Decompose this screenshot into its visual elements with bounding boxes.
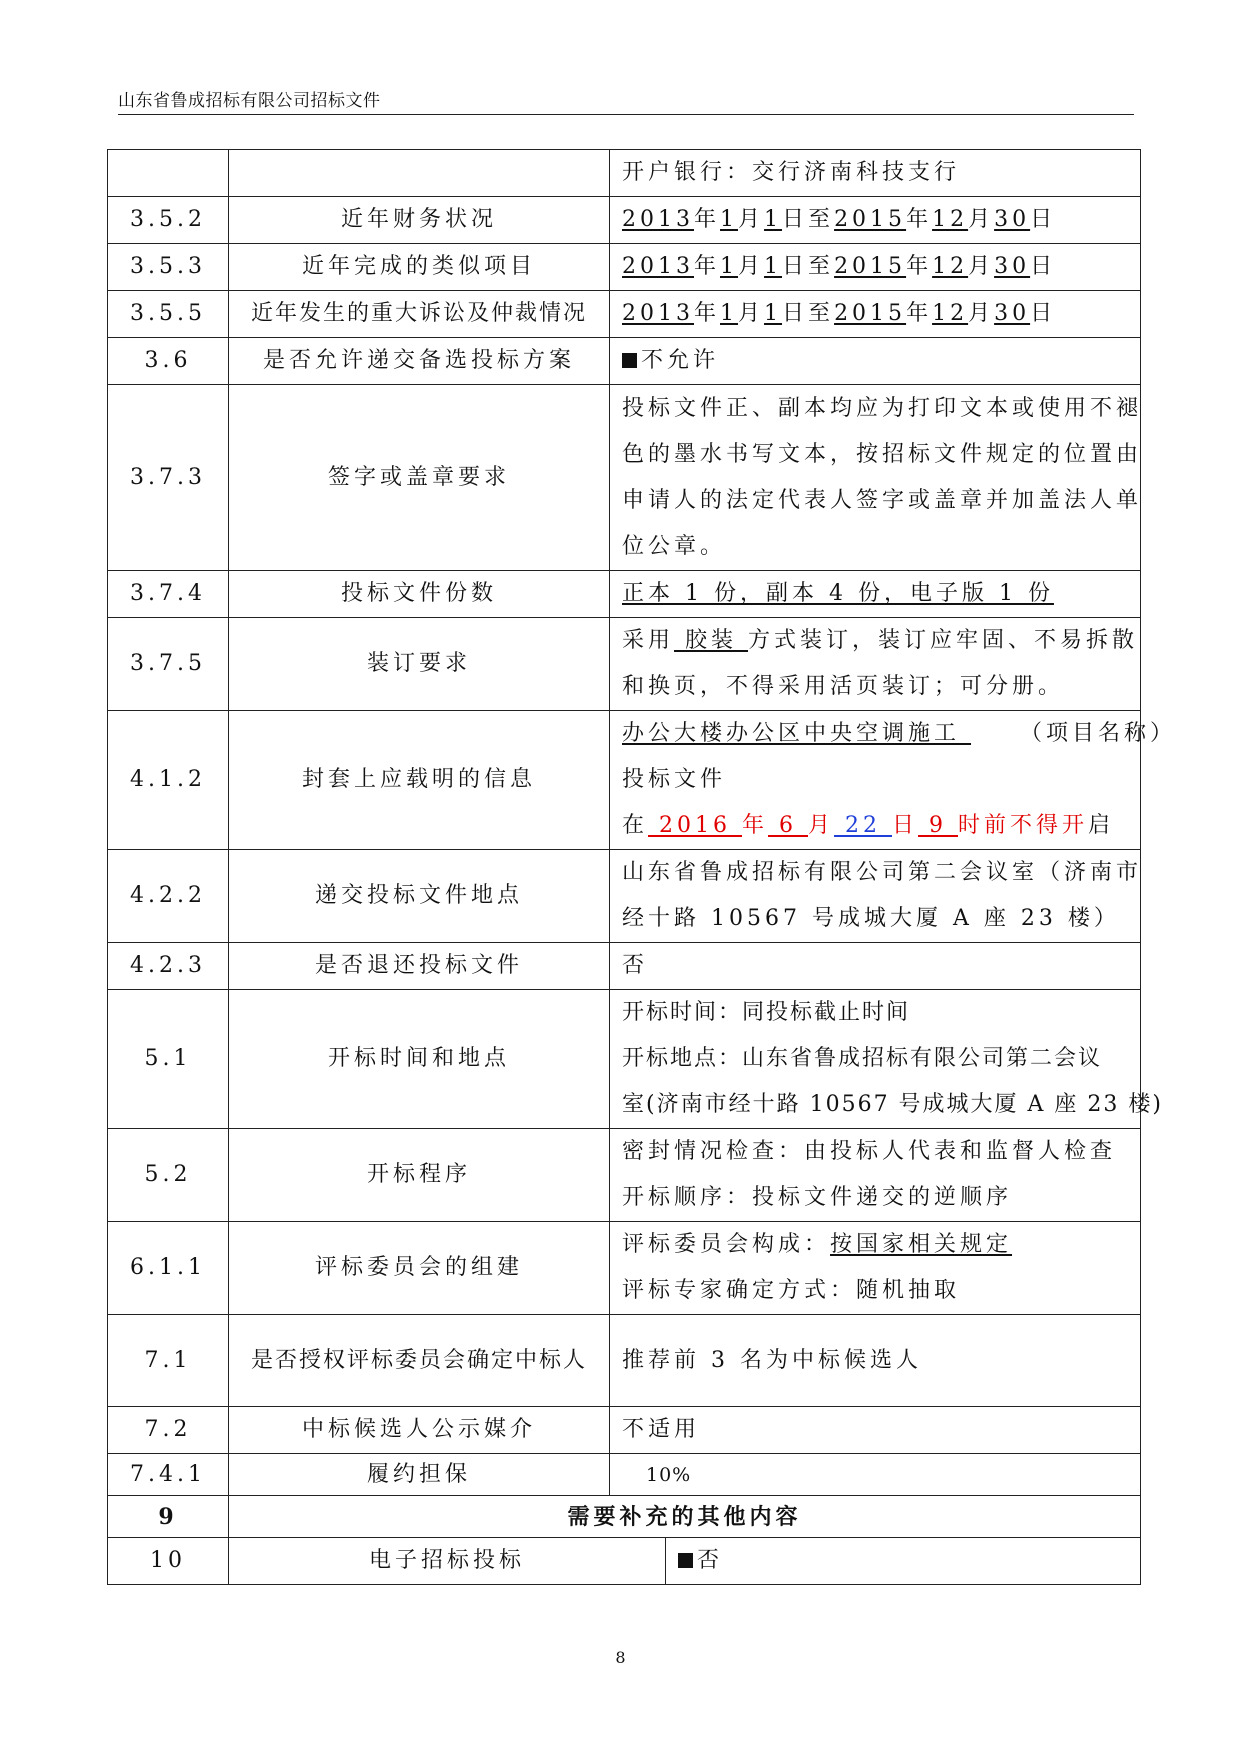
content-line xyxy=(622,1222,1134,1268)
clause-number: 3.7.3 xyxy=(108,385,229,571)
content-line: 位公章。 xyxy=(622,533,727,559)
clause-number: 7.1 xyxy=(108,1315,229,1407)
clause-item: 投标文件份数 xyxy=(229,571,610,618)
table-row xyxy=(108,711,1141,850)
open-year: 2016 xyxy=(648,813,742,838)
clause-item: 近年财务状况 xyxy=(229,197,610,244)
option-text: 否 xyxy=(697,1548,724,1573)
split-container xyxy=(229,1538,1140,1584)
year-label: 年 xyxy=(694,207,721,232)
clause-item: 中标候选人公示媒介 xyxy=(229,1407,610,1454)
start-year: 2013 xyxy=(622,254,694,279)
clause-number: 3.5.2 xyxy=(108,197,229,244)
clause-content xyxy=(610,1454,1141,1496)
start-month: 1 xyxy=(720,207,739,232)
clause-content xyxy=(610,338,1141,385)
day-label: 日 xyxy=(782,301,809,326)
year-label: 年 xyxy=(906,254,933,279)
content-line: 开标地点：山东省鲁成招标有限公司第二会议 xyxy=(622,1046,1103,1071)
clause-item: 开标时间和地点 xyxy=(229,990,610,1129)
table-row xyxy=(108,244,1141,291)
start-year: 2013 xyxy=(622,207,694,232)
content-line: 和换页，不得采用活页装订；可分册。 xyxy=(622,674,1065,699)
clause-content xyxy=(666,1538,723,1584)
content-line: 密封情况检查：由投标人代表和监督人检查 xyxy=(622,1139,1117,1164)
content-line: 开标顺序：投标文件递交的逆顺序 xyxy=(622,1185,1013,1210)
day-label: 日 xyxy=(1030,301,1057,326)
open-end: 启 xyxy=(1088,813,1115,838)
clause-item: 递交投标文件地点 xyxy=(229,850,610,943)
table-row xyxy=(108,618,1141,711)
month-label: 月 xyxy=(968,301,995,326)
page-number: 8 xyxy=(615,1648,626,1667)
checkbox-checked-icon xyxy=(622,353,637,368)
clause-content xyxy=(610,244,1141,291)
clause-number: 3.5.5 xyxy=(108,291,229,338)
clause-item: 评标委员会的组建 xyxy=(229,1222,610,1315)
clause-content: 推荐前 3 名为中标候选人 xyxy=(610,1315,1141,1407)
open-hour: 9 xyxy=(918,813,958,838)
clause-item: 是否授权评标委员会确定中标人 xyxy=(229,1315,610,1407)
day-label: 日 xyxy=(782,254,809,279)
clause-content xyxy=(610,1129,1141,1222)
open-prefix: 在 xyxy=(622,813,649,838)
start-month: 1 xyxy=(720,301,739,326)
table-row xyxy=(108,150,1141,197)
clause-item xyxy=(229,150,610,197)
month-label: 月 xyxy=(738,301,765,326)
to-label: 至 xyxy=(808,207,835,232)
open-month: 6 xyxy=(768,813,808,838)
clause-number: 3.5.3 xyxy=(108,244,229,291)
table-row xyxy=(108,990,1141,1129)
end-month: 12 xyxy=(932,207,969,232)
clause-item: 履约担保 xyxy=(229,1454,610,1496)
clause-item: 签字或盖章要求 xyxy=(229,385,610,571)
clause-number: 5.1 xyxy=(108,990,229,1129)
content-line: 申请人的法定代表人签字或盖章并加盖法人单 xyxy=(622,487,1143,513)
clause-number xyxy=(108,150,229,197)
table-row xyxy=(108,1538,1141,1585)
clause-number: 4.2.3 xyxy=(108,943,229,990)
clause-item: 近年完成的类似项目 xyxy=(229,244,610,291)
clause-number: 4.2.2 xyxy=(108,850,229,943)
month-label: 月 xyxy=(738,254,765,279)
table-row xyxy=(108,850,1141,943)
clause-content xyxy=(610,1222,1141,1315)
binding-method: 胶装 xyxy=(674,628,749,653)
year-label: 年 xyxy=(694,301,721,326)
clause-number: 3.6 xyxy=(108,338,229,385)
split-cell xyxy=(229,1538,1141,1585)
content-line: 开标时间：同投标截止时间 xyxy=(622,1000,911,1025)
clause-content xyxy=(610,618,1141,711)
end-year: 2015 xyxy=(834,301,907,326)
committee-prefix: 评标委员会构成： xyxy=(622,1232,831,1257)
year-label: 年 xyxy=(742,813,769,838)
table-row xyxy=(108,197,1141,244)
bid-data-table xyxy=(107,149,1177,1585)
copies-text: 正本 1 份，副本 4 份，电子版 1 份 xyxy=(622,581,1054,606)
open-day: 22 xyxy=(834,813,892,838)
content-line xyxy=(622,711,1177,757)
clause-number: 7.2 xyxy=(108,1407,229,1454)
clause-content xyxy=(610,385,1141,571)
day-label: 日 xyxy=(1030,207,1057,232)
year-label: 年 xyxy=(694,254,721,279)
content-line: 投标文件 xyxy=(622,767,727,792)
clause-item: 装订要求 xyxy=(229,618,610,711)
to-label: 至 xyxy=(808,254,835,279)
day-label: 日 xyxy=(1030,254,1057,279)
clause-item: 电子招标投标 xyxy=(229,1538,666,1584)
table-row xyxy=(108,338,1141,385)
start-year: 2013 xyxy=(622,301,694,326)
project-name-blank xyxy=(960,711,1020,757)
end-day: 30 xyxy=(994,254,1031,279)
clause-content: 否 xyxy=(610,943,1141,990)
clause-item: 开标程序 xyxy=(229,1129,610,1222)
start-month: 1 xyxy=(720,254,739,279)
table-row xyxy=(108,1129,1141,1222)
month-label: 月 xyxy=(968,254,995,279)
project-name-suffix: （项目名称） xyxy=(1020,721,1177,746)
clause-content: 不适用 xyxy=(610,1407,1141,1454)
table-row xyxy=(108,385,1141,571)
project-name: 办公大楼办公区中央空调施工 xyxy=(622,721,961,746)
to-label: 至 xyxy=(808,301,835,326)
table-row xyxy=(108,1222,1141,1315)
month-label: 月 xyxy=(738,207,765,232)
start-day: 1 xyxy=(764,207,783,232)
end-month: 12 xyxy=(932,301,969,326)
clause-item: 近年发生的重大诉讼及仲裁情况 xyxy=(229,291,610,338)
clause-content xyxy=(610,990,1163,1129)
clause-number: 3.7.5 xyxy=(108,618,229,711)
table-row xyxy=(108,1315,1141,1407)
end-year: 2015 xyxy=(834,254,907,279)
open-suffix: 时前不得开 xyxy=(958,813,1089,838)
content-line: 室(济南市经十路 10567 号成城大厦 A 座 23 楼) xyxy=(622,1092,1163,1117)
clause-content xyxy=(610,711,1177,850)
clause-content xyxy=(610,850,1141,943)
year-label: 年 xyxy=(906,207,933,232)
content-line: 色的墨水书写文本，按招标文件规定的位置由 xyxy=(622,441,1143,467)
end-day: 30 xyxy=(994,207,1031,232)
start-day: 1 xyxy=(764,254,783,279)
section-title: 需要补充的其他内容 xyxy=(229,1496,1141,1538)
clause-number: 6.1.1 xyxy=(108,1222,229,1315)
guarantee-percent: 10% xyxy=(646,1463,692,1486)
clause-number: 7.4.1 xyxy=(108,1454,229,1496)
content-line: 经十路 10567 号成城大厦 A 座 23 楼） xyxy=(622,906,1120,931)
month-label: 月 xyxy=(968,207,995,232)
clause-item: 是否允许递交备选投标方案 xyxy=(229,338,610,385)
end-year: 2015 xyxy=(834,207,907,232)
binding-suffix: 方式装订，装订应牢固、不易拆散 xyxy=(748,628,1139,653)
binding-prefix: 采用 xyxy=(622,628,675,653)
content-line xyxy=(622,803,1134,849)
month-label: 月 xyxy=(808,813,835,838)
clause-content xyxy=(610,571,1141,618)
clause-number: 9 xyxy=(108,1496,229,1538)
year-label: 年 xyxy=(906,301,933,326)
content-line xyxy=(622,618,1139,664)
table-row xyxy=(108,571,1141,618)
clause-content: 开户银行：交行济南科技支行 xyxy=(610,150,1141,197)
table-row xyxy=(108,1454,1141,1496)
content-line: 评标专家确定方式：随机抽取 xyxy=(622,1278,961,1303)
clause-content xyxy=(610,197,1141,244)
content-line: 投标文件正、副本均应为打印文本或使用不褪 xyxy=(622,395,1143,421)
clause-item: 封套上应载明的信息 xyxy=(229,711,610,850)
content-line: 山东省鲁成招标有限公司第二会议室（济南市 xyxy=(622,860,1143,885)
clause-number: 10 xyxy=(108,1538,229,1585)
clause-content xyxy=(610,291,1141,338)
clause-number: 3.7.4 xyxy=(108,571,229,618)
option-text: 不允许 xyxy=(641,348,720,373)
table-row xyxy=(108,291,1141,338)
day-label: 日 xyxy=(892,813,919,838)
end-month: 12 xyxy=(932,254,969,279)
clause-number: 5.2 xyxy=(108,1129,229,1222)
clause-number: 4.1.2 xyxy=(108,711,229,850)
end-day: 30 xyxy=(994,301,1031,326)
clause-item: 是否退还投标文件 xyxy=(229,943,610,990)
header-title: 山东省鲁成招标有限公司招标文件 xyxy=(118,91,381,111)
table-row xyxy=(108,1496,1141,1538)
checkbox-checked-icon xyxy=(678,1553,693,1568)
committee-rule: 按国家相关规定 xyxy=(830,1232,1013,1257)
table-row xyxy=(108,943,1141,990)
start-day: 1 xyxy=(764,301,783,326)
table-row xyxy=(108,1407,1141,1454)
page-header xyxy=(118,86,1134,115)
day-label: 日 xyxy=(782,207,809,232)
